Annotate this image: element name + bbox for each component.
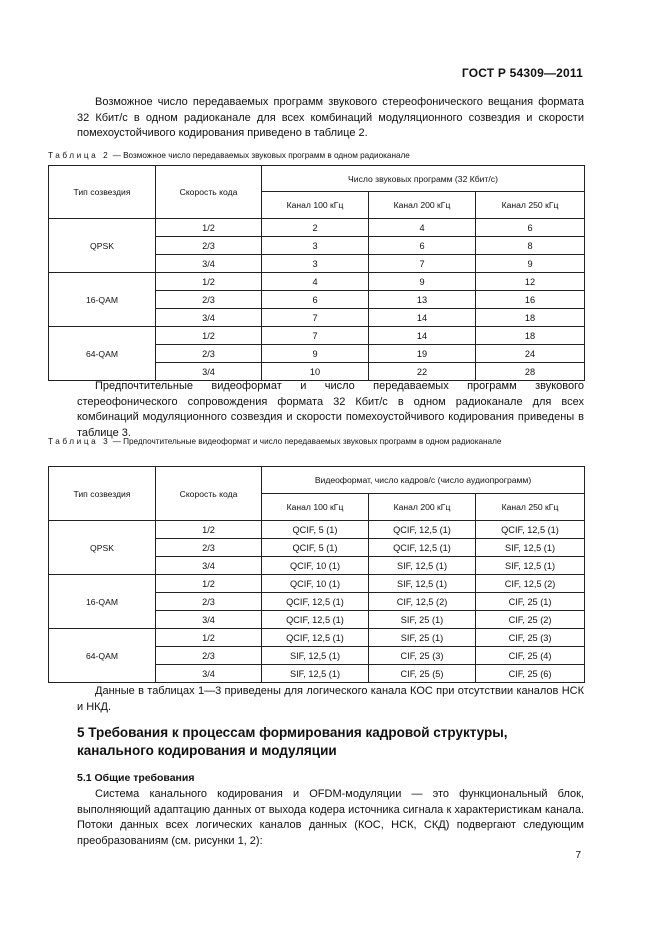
channel-100-cell: QCIF, 12,5 (1)	[262, 593, 369, 611]
channel-250-cell: 28	[476, 363, 585, 381]
table-row	[49, 219, 585, 237]
channel-100-cell: QCIF, 5 (1)	[262, 539, 369, 557]
paragraph-system-description	[77, 787, 584, 849]
header-channel-200: Канал 200 кГц	[369, 494, 476, 521]
header-constellation: Тип созвездия	[49, 166, 156, 219]
channel-100-cell: 10	[262, 363, 369, 381]
table-3	[48, 466, 585, 683]
channel-200-cell: 14	[369, 327, 476, 345]
constellation-cell: 16-QAM	[49, 575, 156, 629]
header-channel-200: Канал 200 кГц	[369, 192, 476, 219]
document-code: ГОСТ Р 54309—2011	[461, 66, 583, 80]
table-2-body	[49, 219, 585, 381]
channel-100-cell: QCIF, 5 (1)	[262, 521, 369, 539]
channel-100-cell: QCIF, 10 (1)	[262, 557, 369, 575]
paragraph-text: Данные в таблицах 1—3 приведены для логического канала КОС при отсутствии каналов НСК и НКД.	[77, 685, 584, 713]
channel-250-cell: 6	[476, 219, 585, 237]
section-5-title: 5 Требования к процессам формирования кадровой структуры, канального кодирования и модуляции	[77, 725, 508, 758]
channel-200-cell: QCIF, 12,5 (1)	[369, 539, 476, 557]
channel-200-cell: 19	[369, 345, 476, 363]
channel-200-cell: SIF, 12,5 (1)	[369, 557, 476, 575]
constellation-cell: QPSK	[49, 219, 156, 273]
constellation-cell: 64-QAM	[49, 327, 156, 381]
table-3-body	[49, 521, 585, 683]
header-code-rate: Скорость кода	[156, 166, 262, 219]
code-rate-cell: 2/3	[156, 291, 262, 309]
channel-200-cell: SIF, 12,5 (1)	[369, 575, 476, 593]
channel-200-cell: 4	[369, 219, 476, 237]
table2-caption	[48, 150, 584, 162]
code-rate-cell: 3/4	[156, 309, 262, 327]
code-rate-cell: 3/4	[156, 557, 262, 575]
channel-250-cell: CIF, 25 (4)	[476, 647, 585, 665]
header-channel-250: Канал 250 кГц	[476, 192, 585, 219]
channel-100-cell: 6	[262, 291, 369, 309]
channel-100-cell: 3	[262, 255, 369, 273]
channel-200-cell: 14	[369, 309, 476, 327]
table-row	[49, 575, 585, 593]
header-channel-100: Канал 100 кГц	[262, 494, 369, 521]
subsection-5-1-title: 5.1 Общие требования	[77, 772, 195, 784]
table-row	[49, 327, 585, 345]
channel-200-cell: 6	[369, 237, 476, 255]
code-rate-cell: 1/2	[156, 629, 262, 647]
channel-100-cell: 2	[262, 219, 369, 237]
paragraph-text: Предпочтительные видеоформат и число передаваемых программ звукового стереофонического сопровождения формата 32 Кбит/с в одном радиоканале для всех комбинаций модуляционного созвездия и скорости помехоустойчивого кодирования приведены в таблице 3.	[77, 380, 584, 439]
channel-100-cell: QCIF, 12,5 (1)	[262, 611, 369, 629]
channel-100-cell: 4	[262, 273, 369, 291]
channel-200-cell: QCIF, 12,5 (1)	[369, 521, 476, 539]
channel-100-cell: 3	[262, 237, 369, 255]
channel-100-cell: SIF, 12,5 (1)	[262, 647, 369, 665]
caption-text: — Возможное число передаваемых звуковых программ в одном радиоканале	[110, 151, 410, 160]
channel-200-cell: 22	[369, 363, 476, 381]
paragraph-text: Возможное число передаваемых программ звукового стереофонического вещания формата 32 Кбит/с в одном радиоканале для всех комбинаций модуляционного созвездия и скорости помехоустойчивого кодирования приведено в таблице 2.	[77, 96, 584, 139]
caption-label: Таблица 3	[48, 437, 111, 446]
code-rate-cell: 2/3	[156, 539, 262, 557]
code-rate-cell: 2/3	[156, 237, 262, 255]
channel-200-cell: 9	[369, 273, 476, 291]
channel-100-cell: 9	[262, 345, 369, 363]
channel-100-cell: 7	[262, 327, 369, 345]
code-rate-cell: 3/4	[156, 363, 262, 381]
channel-250-cell: CIF, 12,5 (2)	[476, 575, 585, 593]
code-rate-cell: 3/4	[156, 665, 262, 683]
channel-100-cell: SIF, 12,5 (1)	[262, 665, 369, 683]
channel-250-cell: CIF, 25 (3)	[476, 629, 585, 647]
channel-200-cell: CIF, 25 (3)	[369, 647, 476, 665]
table3-caption	[48, 436, 584, 448]
paragraph-tables-note	[77, 684, 584, 715]
code-rate-cell: 1/2	[156, 521, 262, 539]
header-code-rate: Скорость кода	[156, 467, 262, 521]
constellation-cell: 16-QAM	[49, 273, 156, 327]
paragraph-text: Система канального кодирования и OFDM-модуляции — это функциональный блок, выполняющий адаптацию данных от выхода кодера источника сигнала к характеристикам канала. Потоки данных всех логических каналов данных (КОС, НСК, СКД) подвергают следующим преобразованиям (см. рисунки 1, 2):	[77, 788, 584, 847]
code-rate-cell: 1/2	[156, 219, 262, 237]
channel-250-cell: SIF, 12,5 (1)	[476, 557, 585, 575]
channel-250-cell: CIF, 25 (2)	[476, 611, 585, 629]
channel-250-cell: 16	[476, 291, 585, 309]
header-group: Число звуковых программ (32 Кбит/с)	[262, 166, 585, 192]
code-rate-cell: 3/4	[156, 255, 262, 273]
channel-200-cell: CIF, 25 (5)	[369, 665, 476, 683]
code-rate-cell: 2/3	[156, 647, 262, 665]
channel-100-cell: QCIF, 12,5 (1)	[262, 629, 369, 647]
channel-250-cell: 9	[476, 255, 585, 273]
code-rate-cell: 1/2	[156, 575, 262, 593]
channel-250-cell: 24	[476, 345, 585, 363]
channel-250-cell: CIF, 25 (1)	[476, 593, 585, 611]
channel-250-cell: 18	[476, 309, 585, 327]
channel-200-cell: SIF, 25 (1)	[369, 611, 476, 629]
channel-200-cell: CIF, 12,5 (2)	[369, 593, 476, 611]
table-row	[49, 629, 585, 647]
paragraph-table2-intro	[77, 95, 584, 142]
paragraph-table3-intro	[77, 379, 584, 441]
code-rate-cell: 2/3	[156, 345, 262, 363]
table-row	[49, 273, 585, 291]
constellation-cell: 64-QAM	[49, 629, 156, 683]
header-channel-250: Канал 250 кГц	[476, 494, 585, 521]
channel-100-cell: 7	[262, 309, 369, 327]
code-rate-cell: 1/2	[156, 327, 262, 345]
channel-250-cell: 18	[476, 327, 585, 345]
code-rate-cell: 3/4	[156, 611, 262, 629]
header-constellation: Тип созвездия	[49, 467, 156, 521]
channel-200-cell: SIF, 25 (1)	[369, 629, 476, 647]
header-channel-100: Канал 100 кГц	[262, 192, 369, 219]
channel-250-cell: CIF, 25 (6)	[476, 665, 585, 683]
code-rate-cell: 1/2	[156, 273, 262, 291]
header-group: Видеоформат, число кадров/с (число аудиопрограмм)	[262, 467, 585, 494]
channel-250-cell: QCIF, 12,5 (1)	[476, 521, 585, 539]
channel-250-cell: SIF, 12,5 (1)	[476, 539, 585, 557]
channel-250-cell: 8	[476, 237, 585, 255]
table-row	[49, 521, 585, 539]
page-number: 7	[575, 850, 581, 861]
code-rate-cell: 2/3	[156, 593, 262, 611]
constellation-cell: QPSK	[49, 521, 156, 575]
channel-250-cell: 12	[476, 273, 585, 291]
channel-200-cell: 7	[369, 255, 476, 273]
caption-label: Таблица 2	[48, 151, 111, 160]
caption-text: — Предпочтительные видеоформат и число передаваемых звуковых программ в одном радиоканале	[110, 437, 502, 446]
table-2	[48, 165, 585, 381]
channel-200-cell: 13	[369, 291, 476, 309]
channel-100-cell: QCIF, 10 (1)	[262, 575, 369, 593]
